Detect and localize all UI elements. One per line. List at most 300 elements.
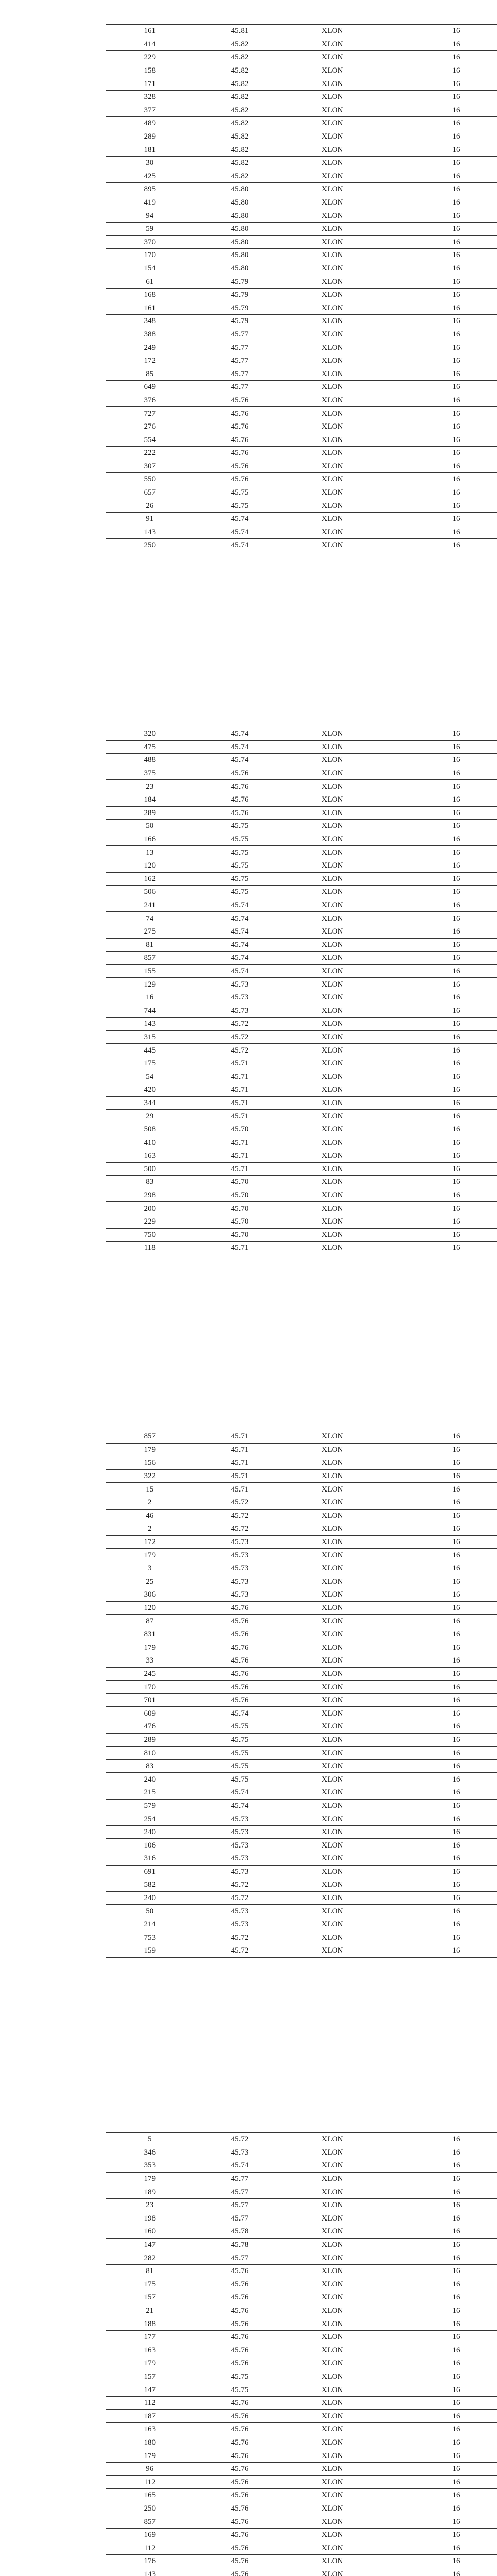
time-cell: 16: [379, 1443, 497, 1456]
time-cell: 16: [379, 2396, 497, 2410]
venue-cell: XLON: [286, 2449, 379, 2463]
price-cell: 45.71: [194, 1057, 286, 1070]
volume-cell: 50: [106, 820, 194, 833]
venue-cell: XLON: [286, 2489, 379, 2502]
price-cell: 45.73: [194, 1839, 286, 1852]
table-row: [106, 1839, 497, 1852]
time-cell: 16: [379, 1747, 497, 1760]
price-cell: 45.72: [194, 1522, 286, 1536]
trade-table-block-2: [106, 727, 497, 1255]
venue-cell: XLON: [286, 1707, 379, 1720]
venue-cell: XLON: [286, 2159, 379, 2173]
volume-cell: 506: [106, 886, 194, 899]
price-cell: 45.82: [194, 143, 286, 157]
venue-cell: XLON: [286, 539, 379, 552]
price-cell: 45.72: [194, 1030, 286, 1044]
venue-cell: XLON: [286, 1149, 379, 1163]
time-cell: 16: [379, 1070, 497, 1083]
volume-cell: 118: [106, 1242, 194, 1255]
venue-cell: XLON: [286, 2278, 379, 2291]
volume-cell: 168: [106, 288, 194, 301]
time-cell: 16: [379, 64, 497, 77]
volume-cell: 120: [106, 859, 194, 872]
venue-cell: XLON: [286, 2436, 379, 2449]
price-cell: 45.76: [194, 2357, 286, 2370]
table-row: [106, 727, 497, 741]
price-cell: 45.76: [194, 2278, 286, 2291]
venue-cell: XLON: [286, 1799, 379, 1812]
time-cell: 16: [379, 1667, 497, 1681]
table-row: [106, 2462, 497, 2476]
venue-cell: XLON: [286, 288, 379, 301]
venue-cell: XLON: [286, 1839, 379, 1852]
price-cell: 45.74: [194, 526, 286, 539]
venue-cell: XLON: [286, 859, 379, 872]
venue-cell: XLON: [286, 1747, 379, 1760]
time-cell: 16: [379, 912, 497, 925]
price-cell: 45.74: [194, 2159, 286, 2173]
venue-cell: XLON: [286, 1773, 379, 1786]
time-cell: 16: [379, 1469, 497, 1483]
price-cell: 45.74: [194, 938, 286, 952]
price-cell: 45.73: [194, 1825, 286, 1839]
table-row: [106, 117, 497, 130]
time-cell: 16: [379, 1918, 497, 1931]
table-row: [106, 2357, 497, 2370]
price-cell: 45.80: [194, 209, 286, 223]
volume-cell: 179: [106, 2449, 194, 2463]
table-row: [106, 249, 497, 262]
volume-cell: 289: [106, 1733, 194, 1747]
price-cell: 45.73: [194, 991, 286, 1004]
venue-cell: XLON: [286, 2462, 379, 2476]
price-cell: 45.79: [194, 275, 286, 289]
price-cell: 45.76: [194, 1641, 286, 1654]
table-row: [106, 1469, 497, 1483]
volume-cell: 5: [106, 2133, 194, 2146]
table-row: [106, 964, 497, 978]
time-cell: 16: [379, 460, 497, 473]
volume-cell: 419: [106, 196, 194, 209]
volume-cell: 61: [106, 275, 194, 289]
table-row: [106, 2291, 497, 2304]
price-cell: 45.76: [194, 473, 286, 486]
time-cell: 16: [379, 1110, 497, 1123]
volume-cell: 322: [106, 1469, 194, 1483]
price-cell: 45.71: [194, 1149, 286, 1163]
volume-cell: 488: [106, 754, 194, 767]
venue-cell: XLON: [286, 2133, 379, 2146]
price-cell: 45.77: [194, 381, 286, 394]
table-row: [106, 526, 497, 539]
volume-cell: 489: [106, 117, 194, 130]
venue-cell: XLON: [286, 328, 379, 341]
venue-cell: XLON: [286, 964, 379, 978]
venue-cell: XLON: [286, 2515, 379, 2529]
venue-cell: XLON: [286, 2146, 379, 2159]
price-cell: 45.75: [194, 1747, 286, 1760]
time-cell: 16: [379, 2238, 497, 2251]
time-cell: 16: [379, 1096, 497, 1110]
venue-cell: XLON: [286, 420, 379, 433]
time-cell: 16: [379, 38, 497, 51]
table-row: [106, 328, 497, 341]
table-row: [106, 2410, 497, 2423]
venue-cell: XLON: [286, 1456, 379, 1470]
table-row: [106, 381, 497, 394]
table-row: [106, 991, 497, 1004]
time-cell: 16: [379, 2159, 497, 2173]
price-cell: 45.79: [194, 301, 286, 315]
table-row: [106, 1096, 497, 1110]
time-cell: 16: [379, 1123, 497, 1136]
table-row: [106, 2449, 497, 2463]
table-row: [106, 354, 497, 367]
time-cell: 16: [379, 25, 497, 38]
table-row: [106, 872, 497, 886]
time-cell: 16: [379, 1549, 497, 1562]
venue-cell: XLON: [286, 77, 379, 91]
price-cell: 45.82: [194, 64, 286, 77]
venue-cell: XLON: [286, 2330, 379, 2344]
time-cell: 16: [379, 2264, 497, 2278]
venue-cell: XLON: [286, 1549, 379, 1562]
price-cell: 45.82: [194, 117, 286, 130]
price-cell: 45.76: [194, 2555, 286, 2568]
price-cell: 45.71: [194, 1443, 286, 1456]
volume-cell: 249: [106, 341, 194, 354]
table-row: [106, 1057, 497, 1070]
table-row: [106, 1018, 497, 1031]
venue-cell: XLON: [286, 1083, 379, 1097]
volume-cell: 241: [106, 899, 194, 912]
table-row: [106, 2304, 497, 2317]
time-cell: 16: [379, 2146, 497, 2159]
price-cell: 45.79: [194, 288, 286, 301]
venue-cell: XLON: [286, 512, 379, 526]
volume-cell: 147: [106, 2238, 194, 2251]
time-cell: 16: [379, 447, 497, 460]
trade-rows: [106, 1430, 497, 1958]
table-row: [106, 1641, 497, 1654]
price-cell: 45.71: [194, 1469, 286, 1483]
volume-cell: 753: [106, 1931, 194, 1944]
volume-cell: 157: [106, 2370, 194, 2383]
venue-cell: XLON: [286, 872, 379, 886]
price-cell: 45.80: [194, 235, 286, 249]
volume-cell: 2: [106, 1522, 194, 1536]
volume-cell: 177: [106, 2330, 194, 2344]
venue-cell: XLON: [286, 754, 379, 767]
time-cell: 16: [379, 394, 497, 407]
volume-cell: 375: [106, 767, 194, 780]
table-row: [106, 1575, 497, 1588]
volume-cell: 129: [106, 978, 194, 991]
volume-cell: 420: [106, 1083, 194, 1097]
time-cell: 16: [379, 1733, 497, 1747]
time-cell: 16: [379, 1018, 497, 1031]
price-cell: 45.76: [194, 460, 286, 473]
volume-cell: 187: [106, 2410, 194, 2423]
volume-cell: 376: [106, 394, 194, 407]
table-row: [106, 2370, 497, 2383]
venue-cell: XLON: [286, 2476, 379, 2489]
price-cell: 45.72: [194, 1044, 286, 1057]
venue-cell: XLON: [286, 833, 379, 846]
volume-cell: 727: [106, 407, 194, 420]
volume-cell: 691: [106, 1865, 194, 1878]
time-cell: 16: [379, 341, 497, 354]
venue-cell: XLON: [286, 978, 379, 991]
volume-cell: 23: [106, 2198, 194, 2212]
price-cell: 45.76: [194, 1681, 286, 1694]
price-cell: 45.70: [194, 1215, 286, 1228]
venue-cell: XLON: [286, 1044, 379, 1057]
volume-cell: 554: [106, 433, 194, 447]
price-cell: 45.76: [194, 1667, 286, 1681]
price-cell: 45.74: [194, 912, 286, 925]
time-cell: 16: [379, 407, 497, 420]
volume-cell: 175: [106, 1057, 194, 1070]
venue-cell: XLON: [286, 235, 379, 249]
time-cell: 16: [379, 1786, 497, 1800]
volume-cell: 176: [106, 2555, 194, 2568]
venue-cell: XLON: [286, 806, 379, 820]
table-row: [106, 394, 497, 407]
venue-cell: XLON: [286, 793, 379, 806]
price-cell: 45.82: [194, 170, 286, 183]
price-cell: 45.76: [194, 2462, 286, 2476]
table-row: [106, 1456, 497, 1470]
venue-cell: XLON: [286, 2528, 379, 2541]
table-row: [106, 1083, 497, 1097]
table-row: [106, 1242, 497, 1255]
volume-cell: 200: [106, 1202, 194, 1215]
table-row: [106, 1149, 497, 1163]
table-row: [106, 209, 497, 223]
table-row: [106, 1786, 497, 1800]
volume-cell: 370: [106, 235, 194, 249]
price-cell: 45.76: [194, 2476, 286, 2489]
time-cell: 16: [379, 1562, 497, 1575]
time-cell: 16: [379, 2528, 497, 2541]
time-cell: 16: [379, 1176, 497, 1189]
time-cell: 16: [379, 806, 497, 820]
price-cell: 45.73: [194, 2146, 286, 2159]
volume-cell: 353: [106, 2159, 194, 2173]
price-cell: 45.71: [194, 1096, 286, 1110]
venue-cell: XLON: [286, 1891, 379, 1905]
table-row: [106, 2489, 497, 2502]
venue-cell: XLON: [286, 886, 379, 899]
price-cell: 45.76: [194, 407, 286, 420]
time-cell: 16: [379, 249, 497, 262]
table-row: [106, 2198, 497, 2212]
volume-cell: 857: [106, 2515, 194, 2529]
table-row: [106, 912, 497, 925]
venue-cell: XLON: [286, 912, 379, 925]
venue-cell: XLON: [286, 1215, 379, 1228]
table-row: [106, 2476, 497, 2489]
price-cell: 45.70: [194, 1176, 286, 1189]
time-cell: 16: [379, 235, 497, 249]
table-row: [106, 2383, 497, 2397]
volume-cell: 81: [106, 2264, 194, 2278]
venue-cell: XLON: [286, 1110, 379, 1123]
time-cell: 16: [379, 2133, 497, 2146]
price-cell: 45.77: [194, 2198, 286, 2212]
table-row: [106, 1693, 497, 1707]
venue-cell: XLON: [286, 846, 379, 859]
table-row: [106, 2133, 497, 2146]
time-cell: 16: [379, 381, 497, 394]
time-cell: 16: [379, 872, 497, 886]
price-cell: 45.73: [194, 1562, 286, 1575]
table-row: [106, 275, 497, 289]
price-cell: 45.82: [194, 130, 286, 143]
table-row: [106, 1812, 497, 1826]
venue-cell: XLON: [286, 1535, 379, 1549]
table-row: [106, 1865, 497, 1878]
price-cell: 45.76: [194, 2396, 286, 2410]
venue-cell: XLON: [286, 1057, 379, 1070]
price-cell: 45.74: [194, 512, 286, 526]
volume-cell: 46: [106, 1509, 194, 1522]
time-cell: 16: [379, 2515, 497, 2529]
volume-cell: 240: [106, 1891, 194, 1905]
venue-cell: XLON: [286, 1242, 379, 1255]
venue-cell: XLON: [286, 1469, 379, 1483]
price-cell: 45.76: [194, 1601, 286, 1615]
venue-cell: XLON: [286, 952, 379, 965]
table-row: [106, 2172, 497, 2185]
price-cell: 45.76: [194, 2436, 286, 2449]
volume-cell: 163: [106, 1149, 194, 1163]
price-cell: 45.75: [194, 820, 286, 833]
volume-cell: 165: [106, 2489, 194, 2502]
time-cell: 16: [379, 978, 497, 991]
venue-cell: XLON: [286, 2396, 379, 2410]
table-row: [106, 2423, 497, 2436]
price-cell: 45.80: [194, 196, 286, 209]
time-cell: 16: [379, 2344, 497, 2357]
price-cell: 45.75: [194, 833, 286, 846]
time-cell: 16: [379, 1509, 497, 1522]
price-cell: 45.76: [194, 1693, 286, 1707]
table-row: [106, 1747, 497, 1760]
venue-cell: XLON: [286, 1865, 379, 1878]
time-cell: 16: [379, 301, 497, 315]
volume-cell: 171: [106, 77, 194, 91]
volume-cell: 649: [106, 381, 194, 394]
time-cell: 16: [379, 288, 497, 301]
venue-cell: XLON: [286, 767, 379, 780]
volume-cell: 3: [106, 1562, 194, 1575]
venue-cell: XLON: [286, 460, 379, 473]
venue-cell: XLON: [286, 367, 379, 381]
table-row: [106, 1681, 497, 1694]
venue-cell: XLON: [286, 130, 379, 143]
price-cell: 45.71: [194, 1483, 286, 1496]
volume-cell: 215: [106, 1786, 194, 1800]
price-cell: 45.71: [194, 1070, 286, 1083]
table-row: [106, 938, 497, 952]
venue-cell: XLON: [286, 473, 379, 486]
venue-cell: XLON: [286, 1905, 379, 1918]
time-cell: 16: [379, 1242, 497, 1255]
volume-cell: 810: [106, 1747, 194, 1760]
volume-cell: 172: [106, 354, 194, 367]
volume-cell: 245: [106, 1667, 194, 1681]
table-row: [106, 952, 497, 965]
time-cell: 16: [379, 727, 497, 741]
table-row: [106, 288, 497, 301]
venue-cell: XLON: [286, 1786, 379, 1800]
price-cell: 45.72: [194, 1509, 286, 1522]
price-cell: 45.76: [194, 806, 286, 820]
price-cell: 45.74: [194, 952, 286, 965]
price-cell: 45.76: [194, 2515, 286, 2529]
venue-cell: XLON: [286, 433, 379, 447]
time-cell: 16: [379, 275, 497, 289]
price-cell: 45.76: [194, 780, 286, 793]
venue-cell: XLON: [286, 2555, 379, 2568]
price-cell: 45.73: [194, 1852, 286, 1866]
volume-cell: 87: [106, 1615, 194, 1628]
venue-cell: XLON: [286, 222, 379, 235]
venue-cell: XLON: [286, 2212, 379, 2225]
time-cell: 16: [379, 2330, 497, 2344]
time-cell: 16: [379, 2489, 497, 2502]
volume-cell: 112: [106, 2396, 194, 2410]
volume-cell: 143: [106, 526, 194, 539]
volume-cell: 307: [106, 460, 194, 473]
volume-cell: 30: [106, 156, 194, 170]
table-row: [106, 846, 497, 859]
venue-cell: XLON: [286, 1575, 379, 1588]
price-cell: 45.80: [194, 222, 286, 235]
price-cell: 45.74: [194, 1786, 286, 1800]
volume-cell: 166: [106, 833, 194, 846]
table-row: [106, 130, 497, 143]
venue-cell: XLON: [286, 925, 379, 938]
volume-cell: 198: [106, 2212, 194, 2225]
volume-cell: 112: [106, 2476, 194, 2489]
price-cell: 45.74: [194, 727, 286, 741]
venue-cell: XLON: [286, 156, 379, 170]
volume-cell: 550: [106, 473, 194, 486]
table-row: [106, 806, 497, 820]
table-row: [106, 1496, 497, 1509]
price-cell: 45.76: [194, 2502, 286, 2515]
volume-cell: 250: [106, 2502, 194, 2515]
table-row: [106, 1615, 497, 1628]
time-cell: 16: [379, 1430, 497, 1444]
table-row: [106, 420, 497, 433]
volume-cell: 13: [106, 846, 194, 859]
venue-cell: XLON: [286, 938, 379, 952]
volume-cell: 744: [106, 1004, 194, 1018]
volume-cell: 120: [106, 1601, 194, 1615]
time-cell: 16: [379, 1162, 497, 1176]
time-cell: 16: [379, 2212, 497, 2225]
venue-cell: XLON: [286, 262, 379, 275]
price-cell: 45.75: [194, 486, 286, 499]
venue-cell: XLON: [286, 1496, 379, 1509]
time-cell: 16: [379, 1601, 497, 1615]
venue-cell: XLON: [286, 1123, 379, 1136]
price-cell: 45.82: [194, 90, 286, 104]
